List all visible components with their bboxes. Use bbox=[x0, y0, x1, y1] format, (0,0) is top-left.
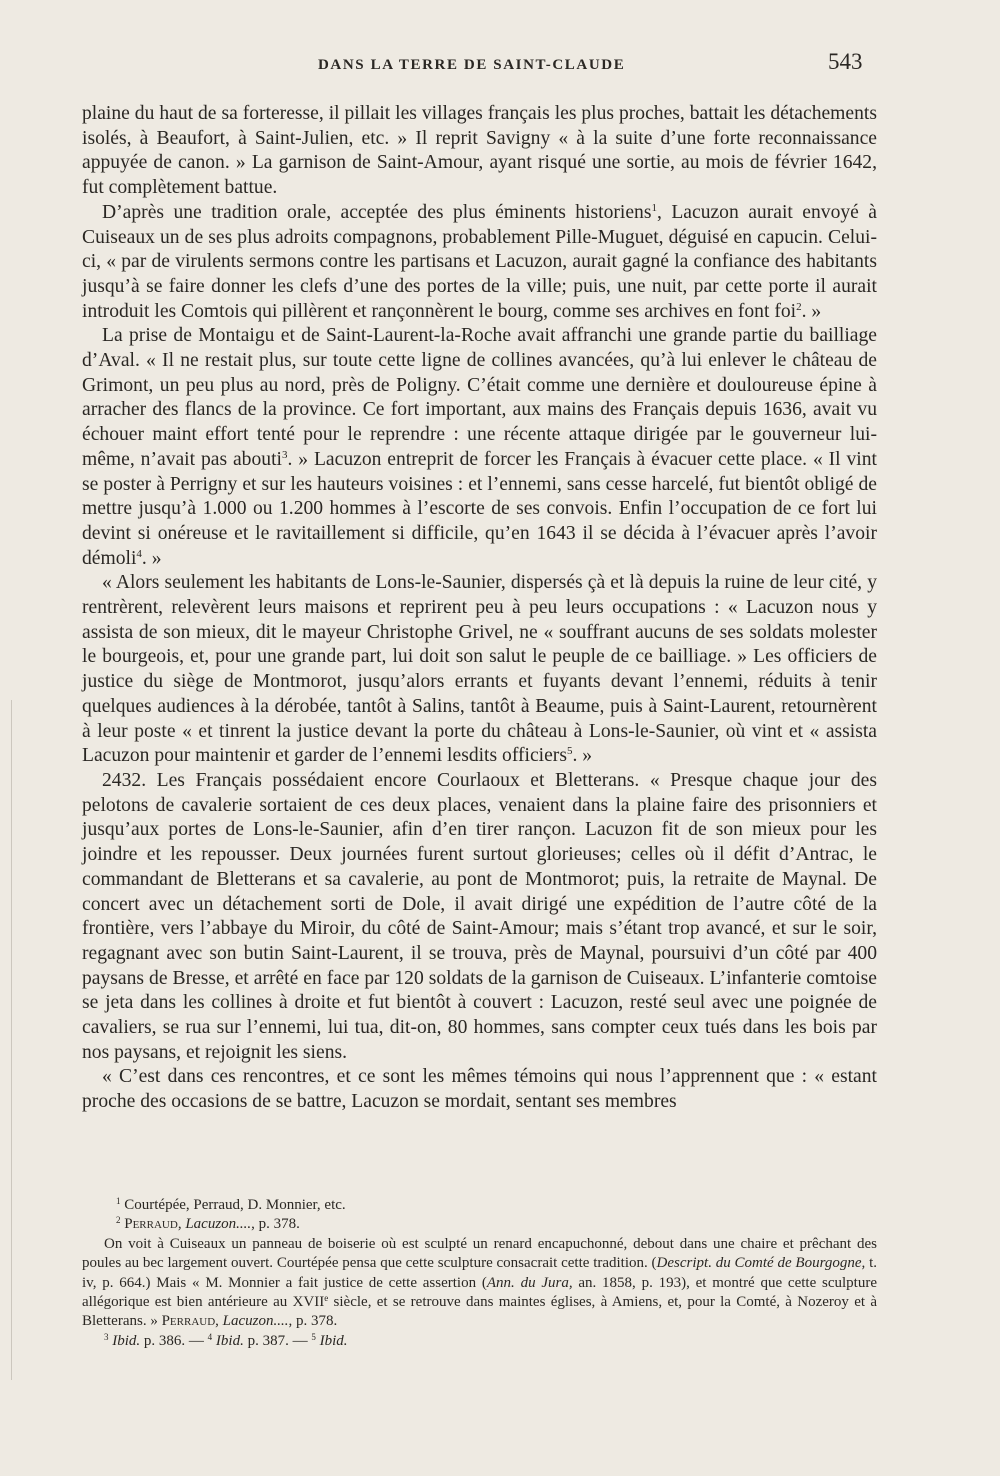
footnote-3-page: p. 386. — bbox=[140, 1332, 208, 1349]
paragraph-1: plaine du haut de sa forteresse, il pillait les villages français les plus proches, battait les détachements isolés, à Beaufort, à Saint-Julien, etc. » Il reprit Savigny « à la suite d’une forte reconnaissance appuyée de canon. » La garnison de Saint-Amour, ayant risqué une sortie, au mois de février 1642, fut complètement battue. bbox=[82, 103, 877, 199]
paragraph-3-text-a: La prise de Montaigu et de Saint-Laurent-la-Roche avait affranchi une grande partie du bailliage d’Aval. « Il ne restait plus, sur toute cette ligne de collines avancées, qu’à lui enlever le château de Grimont, un peu plus au nord, près de Poligny. C’était comme une dernière et douloureuse épine à arracher des flancs de la province. Ce fort important, aux mains des Français depuis 1636, avait vu échouer maint effort tenté pour le reprendre : une récente attaque dirigée par le gouverneur lui-même, n’avait pas abouti bbox=[82, 325, 877, 470]
footnote-2-author: Perraud, bbox=[124, 1216, 182, 1233]
footnote-ref-2: 2 bbox=[796, 300, 802, 313]
paragraph-2-text-b: , Lacuzon aurait envoyé à Cuiseaux un de ses plus adroits compagnons, probablement Pille-Muguet, déguisé en capucin. Celui-ci, « par de virulents sermons contre les partisans et Lacuzon, aurait gagné la confiance des habitants jusqu’à se faire donner les clefs d’une des portes de la ville; puis, une nuit, par cette porte il aurait introduit les Comtois qui pillèrent et rançonnèrent le bourg, comme ses archives en font foi bbox=[82, 201, 878, 322]
footnote-5-ibid: Ibid. bbox=[319, 1332, 348, 1349]
footnote-2-body bbox=[82, 1235, 877, 1332]
footnote-2-descript-title: Descript. du Comté de Bourgogne, bbox=[656, 1255, 866, 1272]
footnote-ref-5: 5 bbox=[566, 745, 573, 758]
paragraph-3-text-b: . » Lacuzon entreprit de forcer les Français à évacuer cette place. « Il vint se poster à Perrigny et sur les hauteurs voisines : et l’ennemi, sans cesse harcelé, fut bientôt obligé de mettre jusqu’à 1.000 ou 1.200 hommes à l’escorte de ses convois. Enfin l’occupation de ce fort lui devint si onéreuse et le ravitaillement si difficile, qu’en 1643 il se décida à l’évacuer après l’avoir démoli bbox=[82, 448, 877, 569]
footnotes-3-4-5 bbox=[82, 1332, 877, 1351]
paragraph-4-text-b: . » bbox=[572, 745, 593, 767]
footnote-2-page-2: , p. 378. bbox=[288, 1313, 338, 1330]
footnote-ref-1: 1 bbox=[651, 201, 657, 214]
footnote-2-page: , p. 378. bbox=[251, 1216, 300, 1233]
paragraph-2-text-a: D’après une tradition orale, acceptée des plus éminents historiens bbox=[102, 201, 652, 223]
paragraph-4-text-a: « Alors seulement les habitants de Lons-le-Saunier, dispersés çà et là depuis la ruine de leur cité, y rentrèrent, relevèrent leurs maisons et reprirent peu à peu leurs occupations : « Lacuzon nous y assista de son mieux, dit le mayeur Christophe Grivel, ne « souffrant aucuns de ses soldats molester le bourgeois, et, pour une grande part, lui doit son salut le peuple de ce bailliage. » Les officiers de justice du siège de Montmorot, jusqu’alors errants et fuyants devant l’ennemi, réduits à tenir quelques audiences à la dérobée, tantôt à Salins, tantôt à Beaume, puis à Saint-Laurent, retournèrent à leur poste « et tinrent la justice devant la porte du château à Lons-le-Saunier, où vint et « assista Lacuzon pour maintenir et garder de l’ennemi lesdits officiers bbox=[82, 572, 877, 767]
footnote-3-number: 3 bbox=[104, 1331, 109, 1342]
footnote-2-text-d: siècle, et se retrouve dans maintes églises, à Amiens, et, pour la Comté, à Nozeroy et à Bletterans. » bbox=[82, 1294, 877, 1330]
footnote-2-number: 2 bbox=[116, 1215, 121, 1226]
footnotes bbox=[82, 1196, 877, 1351]
paragraph-3-text-c: . » bbox=[141, 547, 162, 569]
page-number: 543 bbox=[828, 49, 863, 74]
footnote-ref-3: 3 bbox=[281, 448, 288, 461]
paragraph-2 bbox=[82, 201, 877, 325]
footnote-5-number: 5 bbox=[311, 1331, 316, 1342]
footnote-2-annuaire-title: Ann. du Jura, bbox=[486, 1274, 573, 1291]
footnote-4-page: p. 387. — bbox=[243, 1332, 312, 1349]
footnote-1-text: Courtépée, Perraud, D. Monnier, etc. bbox=[124, 1197, 346, 1213]
running-head bbox=[0, 49, 1000, 81]
paragraph-6: « C’est dans ces rencontres, et ce sont les mêmes témoins qui nous l’apprennent que : « estant proche des occasions de se battre, Lacuzon se mordait, sentant ses membres bbox=[82, 1066, 877, 1113]
footnote-2-author-2: Perraud, bbox=[161, 1313, 219, 1330]
footnote-3-ibid: Ibid. bbox=[112, 1332, 141, 1349]
century-superscript: e bbox=[324, 1293, 329, 1304]
footnote-2-text-a: On voit à Cuiseaux un panneau de boiserie où est sculpté un renard encapuchonné, debout dans une chaire et prêchant des poules au bec largement ouvert. Courtépée pensa que cette sculpture consacrait cette tradition. ( bbox=[82, 1235, 877, 1272]
footnote-2-text-c: an. 1858, p. 193), et montré que cette sculpture allégorique est bien antérieure au XVII bbox=[82, 1274, 877, 1311]
footnote-ref-4: 4 bbox=[136, 547, 142, 560]
paragraph-3 bbox=[82, 324, 877, 571]
footnote-2-title: Lacuzon.... bbox=[185, 1216, 252, 1233]
footnote-4-number: 4 bbox=[207, 1331, 213, 1342]
footnote-2-citation bbox=[82, 1215, 877, 1234]
paragraph-4 bbox=[82, 571, 877, 769]
footnote-1 bbox=[82, 1196, 877, 1215]
footnote-1-number: 1 bbox=[116, 1196, 121, 1206]
paragraph-2-text-c: . » bbox=[801, 300, 822, 322]
footnote-2-text-b: t. iv, p. 664.) Mais « M. Monnier a fait justice de cette assertion ( bbox=[82, 1255, 877, 1291]
page-edge-shadow bbox=[11, 700, 12, 1380]
footnote-4-ibid: Ibid. bbox=[215, 1332, 244, 1349]
body-text bbox=[82, 102, 877, 1115]
running-title: DANS LA TERRE DE SAINT-CLAUDE bbox=[318, 57, 626, 73]
paragraph-5: 2432. Les Français possédaient encore Courlaoux et Bletterans. « Presque chaque jour des pelotons de cavalerie sortaient de ces deux places, venaient dans la plaine faire des prisonniers et jusqu’aux portes de Lons-le-Saunier, afin d’en tirer rançon. Lacuzon fit de son mieux pour les joindre et les repousser. Deux journées furent surtout glorieuses; celles où il défit d’Antrac, le commandant de Bletterans et sa cavalerie, au pont de Montmorot; puis, la retraite de Maynal. De concert avec un détachement sorti de Dole, il avait dirigé une expédition de l’autre côté de la frontière, vers l’abbaye du Miroir, du côté de Saint-Amour; mais s’étant trop avancé, et sur le soir, regagnant avec son butin Saint-Laurent, il se trouva, près de Maynal, poursuivi d’un côté par 400 paysans de Bresse, et arrêté en face par 120 soldats de la garnison de Cuiseaux. L’infanterie comtoise se jeta dans les collines à droite et fut bientôt à couvert : Lacuzon, resté seul avec une poignée de cavaliers, se rua sur l’ennemi, lui tua, dit-on, 80 hommes, sans compter ceux tués dans les bois par nos paysans, et rejoignit les siens. bbox=[82, 769, 877, 1063]
footnote-2-title-2: Lacuzon.... bbox=[222, 1313, 289, 1330]
